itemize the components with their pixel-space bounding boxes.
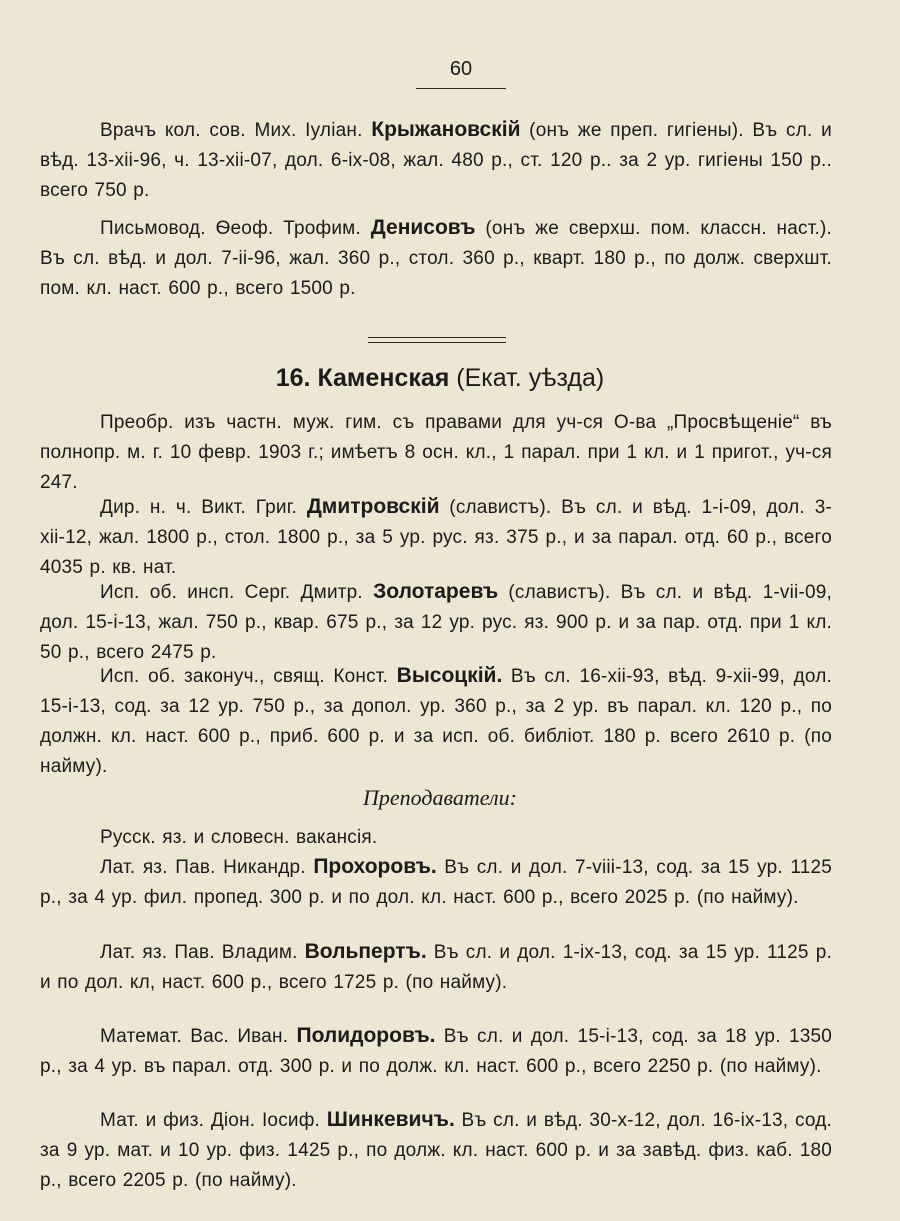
staff-name: Денисовъ [370,216,476,239]
vacancy-text: Русск. яз. и словесн. вакансія. [100,827,378,848]
entry-details: Въ сл. и вѣд. 30-х-12, дол. 16-іх-13, сод. за 9 ур. мат. и 10 ур. физ. 1425 р., по долж. кл. наст. 600 р. и за завѣд. физ. каб. 180 р., всего 2205 р. (по найму). [40,1110,832,1191]
entry-prefix: Мат. и физ. Діон. Іосиф. [100,1110,321,1131]
section-note: (Екат. уѣзда) [456,364,605,392]
section-heading [40,360,840,396]
staff-name: Высоцкій. [396,664,503,687]
staff-entry [40,661,832,782]
vacancy-line [40,823,832,853]
staff-entry [40,115,832,206]
entry-prefix: Математ. Вас. Иван. [100,1026,289,1047]
entry-prefix: Дир. н. ч. Викт. Григ. [100,497,298,518]
teacher-entry [40,1105,832,1196]
section-name: Каменская [317,364,450,392]
staff-name: Дмитровскій [306,495,440,518]
staff-name: Крыжановскій [371,118,521,141]
entry-prefix: Исп. об. законуч., свящ. Конст. [100,666,389,687]
section-divider [368,337,506,343]
entry-prefix: Исп. об. инсп. Серг. Дмитр. [100,582,363,603]
section-number: 16. [275,364,311,392]
teacher-entry [40,937,832,998]
teacher-name: Шинкевичъ. [326,1108,455,1131]
teacher-entry [40,1021,832,1082]
page-number: 60 [449,58,473,80]
entry-prefix: Письмовод. Ѳеоф. Трофим. [100,218,361,239]
entry-details: Въ сл. и дол. 7-vііі-13, сод. за 15 ур. 1125 р., за 4 ур. фил. пропед. 300 р. и по дол. кл. наст. 600 р., всего 2025 р. (по найму). [40,857,833,908]
teacher-name: Полидоровъ. [296,1024,436,1047]
entry-details: Въ сл. и дол. 1-іх-13, сод. за 15 ур. 1125 р. и по дол. кл, наст. 600 р., всего 1725 р. (по найму). [40,942,832,993]
entry-details: (онъ же сверхш. пом. классн. наст.). Въ сл. вѣд. и дол. 7-іі-96, жал. 360 р., стол. 360 р., кварт. 180 р., по долж. сверхшт. пом. кл. наст. 600 р., всего 1500 р. [40,218,832,299]
staff-entry [40,492,832,583]
school-intro [40,408,832,498]
entry-details: Въ сл. и дол. 15-і-13, сод. за 18 ур. 1350 р., за 4 ур. въ парал. отд. 300 р. и по долж. кл. наст. 600 р., всего 2250 р. (по найму). [40,1026,833,1077]
entry-prefix: Лат. яз. Пав. Никандр. [100,857,306,878]
staff-entry [40,577,832,668]
entry-prefix: Врачъ кол. сов. Мих. Іуліан. [100,120,363,141]
entry-details: (славистъ). Въ сл. и вѣд. 1-vіі-09, дол. 15-і-13, жал. 750 р., квар. 675 р., за 12 ур. рус. яз. 900 р. и за пар. отд. при 1 кл. 50 р., всего 2475 р. [40,582,832,663]
entry-details: (славистъ). Въ сл. и вѣд. 1-і-09, дол. 3-хіі-12, жал. 1800 р., стол. 1800 р., за 5 ур. рус. яз. 375 р., и за парал. отд. 60 р., всего 4035 р. кв. нат. [40,497,832,578]
teacher-name: Вольпертъ. [304,940,427,963]
staff-entry [40,213,832,304]
teachers-subheading: Преподаватели: [363,785,517,810]
teacher-name: Прохоровъ. [313,855,437,878]
staff-name: Золотаревъ [373,580,499,603]
document-page [40,0,840,1221]
entry-details: (онъ же преп. гигіены). Въ сл. и вѣд. 13-хіі-96, ч. 13-хіі-07, дол. 6-іх-08, жал. 480 р., ст. 120 р.. за 2 ур. гигіены 150 р.. всего 750 р. [40,120,832,201]
intro-text: Преобр. изъ частн. муж. гим. съ правами для уч-ся О-ва „Просвѣщеніе“ въ полнопр. м. г. 10 февр. 1903 г.; имѣетъ 8 осн. кл., 1 парал. при 1 кл. и 1 пригот., уч-ся 247. [40,412,832,493]
page-number-rule [416,88,506,89]
teacher-entry [40,852,832,913]
entry-details: Въ сл. 16-хіі-93, вѣд. 9-хіі-99, дол. 15-і-13, сод. за 12 ур. 750 р., за допол. ур. 360 р., за 2 ур. въ парал. кл. 120 р., по должн. кл. наст. 600 р., приб. 600 р. и за исп. об. библіот. 180 р. всего 2610 р. (по найму). [40,666,833,777]
entry-prefix: Лат. яз. Пав. Владим. [100,942,298,963]
